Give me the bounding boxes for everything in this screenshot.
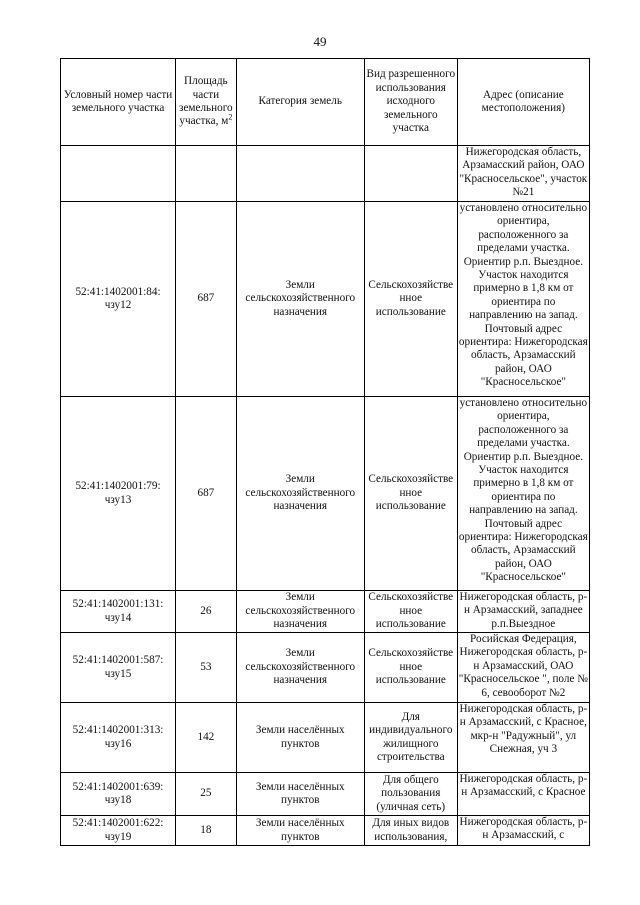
cell-permitted-use: Для общего пользования (уличная сеть): [364, 773, 457, 816]
cell-area: [176, 146, 237, 202]
cell-permitted-use: [364, 146, 457, 202]
table-row: [61, 591, 590, 633]
header-permitted-use: Вид разрешенного использования исходного земельного участка: [364, 59, 457, 146]
cell-permitted-use: Сельскохозяйственное использование: [364, 633, 457, 703]
table-row: [61, 202, 590, 397]
cell-parcel-number: 52:41:1402001:313: чзу16: [61, 703, 176, 773]
table-row: [61, 773, 590, 816]
table-row: [61, 146, 590, 202]
header-area-unit-sup: 2: [228, 112, 233, 122]
land-parcels-table: [60, 58, 590, 846]
cell-address: Нижегородская область, Арзамасский район, ОАО "Красносельское", участок №21: [457, 146, 589, 202]
cell-parcel-number: 52:41:1402001:79: чзу13: [61, 397, 176, 591]
cell-parcel-number: 52:41:1402001:639: чзу18: [61, 773, 176, 816]
cell-address: Нижегородская область, р-н Арзамасский, с Красное, мкр-н "Радужный", ул Снежная, уч 3: [457, 703, 589, 773]
table-row: [61, 397, 590, 591]
cell-permitted-use: Сельскохозяйственное использование: [364, 202, 457, 397]
cell-permitted-use: Для индивидуального жилищного строительства: [364, 703, 457, 773]
cell-area: 53: [176, 633, 237, 703]
table-row: [61, 703, 590, 773]
cell-land-category: Земли сельскохозяйственного назначения: [236, 633, 364, 703]
cell-parcel-number: 52:41:1402001:84: чзу12: [61, 202, 176, 397]
cell-land-category: Земли сельскохозяйственного назначения: [236, 591, 364, 633]
cell-area: 18: [176, 816, 237, 846]
cell-land-category: Земли населённых пунктов: [236, 773, 364, 816]
table-row: [61, 816, 590, 846]
header-area: [176, 59, 237, 146]
cell-area: 26: [176, 591, 237, 633]
cell-permitted-use: Сельскохозяйственное использование: [364, 397, 457, 591]
table-header-row: [61, 59, 590, 146]
cell-area: 25: [176, 773, 237, 816]
cell-area: 687: [176, 397, 237, 591]
cell-address: Нижегородская область, р-н Арзамасский, с Красное: [457, 773, 589, 816]
cell-land-category: Земли сельскохозяйственного назначения: [236, 397, 364, 591]
cell-area: 142: [176, 703, 237, 773]
page-number: 49: [313, 34, 327, 49]
cell-parcel-number: 52:41:1402001:622: чзу19: [61, 816, 176, 846]
cell-parcel-number: 52:41:1402001:587: чзу15: [61, 633, 176, 703]
header-land-category: Категория земель: [236, 59, 364, 146]
cell-area: 687: [176, 202, 237, 397]
table-row: [61, 633, 590, 703]
cell-land-category: Земли сельскохозяйственного назначения: [236, 202, 364, 397]
cell-parcel-number: 52:41:1402001:131: чзу14: [61, 591, 176, 633]
cell-address: Росийская Федерация, Нижегородская область, р-н Арзамасский, ОАО "Красносельское ", поле № 6, севооборот №2: [457, 633, 589, 703]
cell-address: установлено относительно ориентира, расположенного за пределами участка. Ориентир р.п. Выездное. Участок находится примерно в 1,8 км от ориентира по направлению на запад. Почтовый адрес ориентира: Нижегородская область, Арзамасский район, ОАО "Красносельское": [457, 202, 589, 397]
cell-address: установлено относительно ориентира, расположенного за пределами участка. Ориентир р.п. Выездное. Участок находится примерно в 1,8 км от ориентира по направлению на запад. Почтовый адрес ориентира: Нижегородская область, Арзамасский район, ОАО "Красносельское": [457, 397, 589, 591]
cell-permitted-use: Сельскохозяйственное использование: [364, 591, 457, 633]
cell-address: Нижегородская область, р-н Арзамасский, западнее р.п.Выездное: [457, 591, 589, 633]
header-address: Адрес (описание местоположения): [457, 59, 589, 146]
cell-parcel-number: [61, 146, 176, 202]
header-parcel-number: Условный номер части земельного участка: [61, 59, 176, 146]
header-area-label: Площадь части земельного участка, м: [179, 75, 233, 128]
cell-land-category: Земли населённых пунктов: [236, 703, 364, 773]
cell-land-category: Земли населённых пунктов: [236, 816, 364, 846]
cell-permitted-use: Для иных видов использования,: [364, 816, 457, 846]
cell-land-category: [236, 146, 364, 202]
cell-address: Нижегородская область, р-н Арзамасский, с: [457, 816, 589, 846]
